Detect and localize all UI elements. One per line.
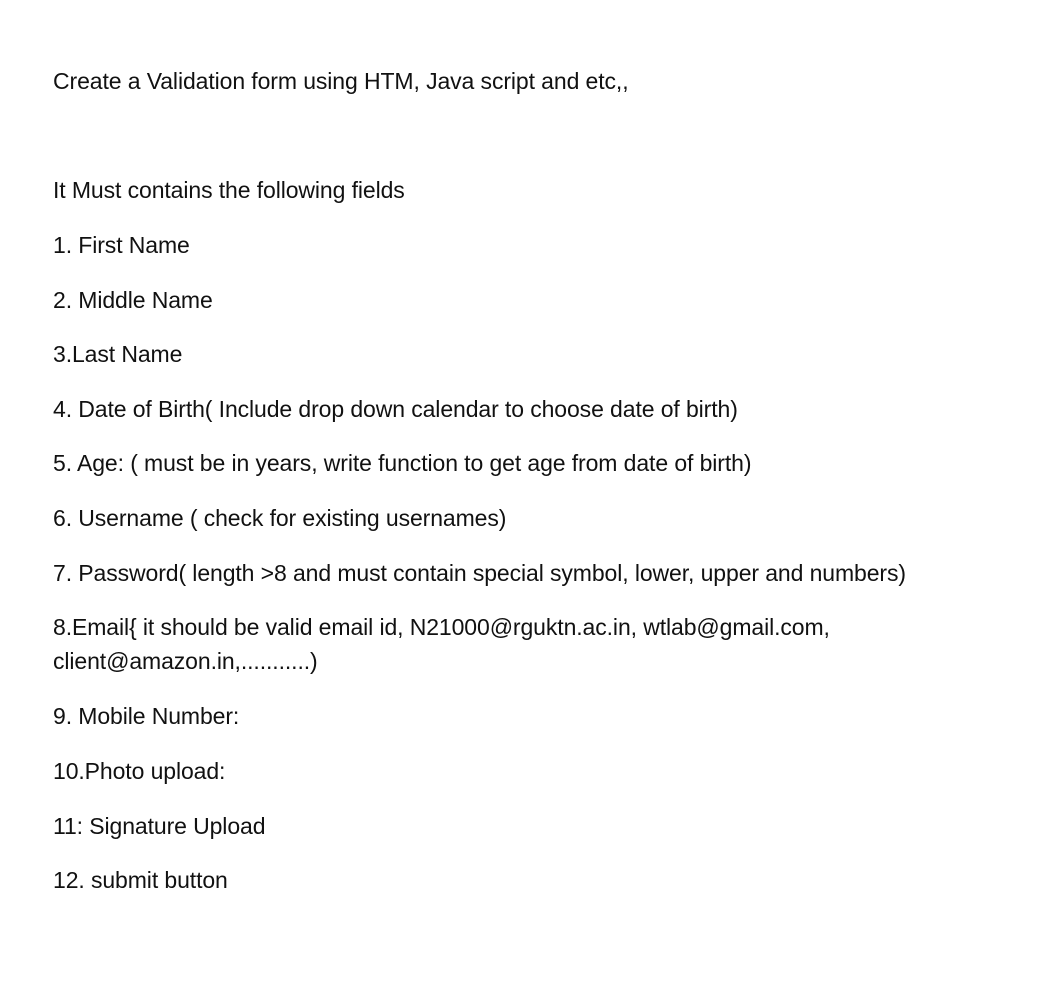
- list-item: 1. First Name: [53, 232, 190, 258]
- list-item: 7. Password( length >8 and must contain special symbol, lower, upper and numbers): [53, 560, 906, 586]
- document-title: Create a Validation form using HTM, Java script and etc,,: [53, 68, 629, 94]
- list-item: 8.Email{ it should be valid email id, N21000@rguktn.ac.in, wtlab@gmail.com, client@amazon.in,...........): [53, 614, 830, 674]
- list-item: 11: Signature Upload: [53, 813, 266, 839]
- intro-text: It Must contains the following fields: [53, 177, 405, 203]
- list-item: 9. Mobile Number:: [53, 703, 240, 729]
- list-item: 2. Middle Name: [53, 287, 213, 313]
- list-item: 10.Photo upload:: [53, 758, 226, 784]
- list-item: 5. Age: ( must be in years, write function to get age from date of birth): [53, 450, 752, 476]
- list-item: 3.Last Name: [53, 341, 183, 367]
- list-item: 6. Username ( check for existing usernames): [53, 505, 507, 531]
- list-item: 12. submit button: [53, 867, 228, 893]
- list-item: 4. Date of Birth( Include drop down calendar to choose date of birth): [53, 396, 738, 422]
